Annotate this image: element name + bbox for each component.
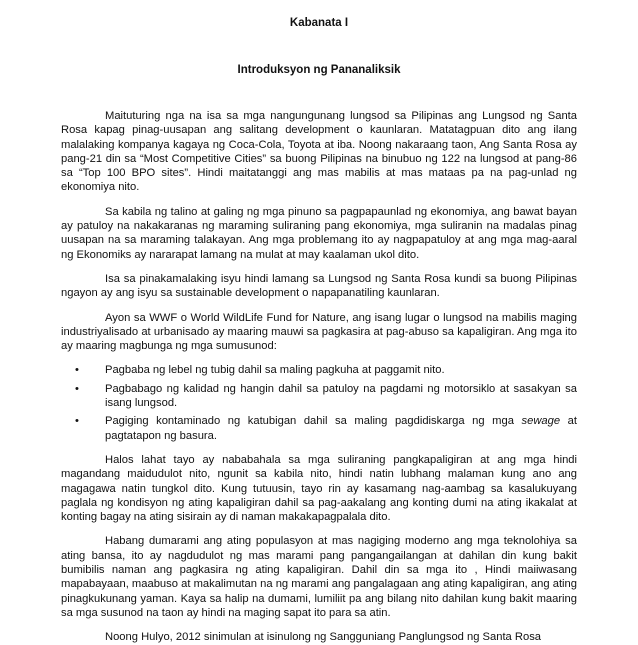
bullet-icon: • xyxy=(75,364,79,377)
paragraph: Ayon sa WWF o World WildLife Fund for Nature, ang isang lugar o lungsod na mabilis maging industriyalisado at urbanisado ay maaring mauwi sa pagkasira at pag-abuso sa kapaligiran. Ang mga ito ay maaring magbunga ng mga sumusunod: xyxy=(61,311,577,353)
list-item-text: Pagbaba ng lebel ng tubig dahil sa maling pagkuha at paggamit nito. xyxy=(105,364,445,377)
list-item-text: Pagbabago ng kalidad ng hangin dahil sa patuloy na pagdami ng motorsiklo at sasakyan sa isang lungsod. xyxy=(105,382,577,410)
paragraph: Habang dumarami ang ating populasyon at mas nagiging moderno ang mga teknolohiya sa ating bansa, ito ay nagdudulot ng mas marami pang pangangailangan at dahilan din kung bakit bumibilis naman ang pagkasira ng ating kapaligiran. Dahil din sa mga ito , Hindi maiiwasang mapabayaan, maabuso at makalimutan na ng marami ang pangalagaan ang ating kapaligiran, ang ating pinagkukunang yaman. Kaya sa halip na dumami, lumiliit pa ang bilang nito dahilan kung bakit maaring sa mga susunod na taon ay hindi na maging sapat ito para sa atin. xyxy=(61,535,577,619)
paragraph: Maituturing nga na isa sa mga nangungunang lungsod sa Pilipinas ang Lungsod ng Santa Rosa kapag pinag-uusapan ang salitang development o kaunlaran. Matatagpuan dito ang ilang malalaking kompanya kagaya ng Coca-Cola, Toyota at iba. Noong nakaraang taon, Ang Santa Rosa ay pang-21 din sa “Most Competitive Cities” sa buong Pilipinas na binubuo ng 122 na lungsod at pang-86 sa “Top 100 BPO sites”. Hindi maitatanggi ang mas mabilis at mas mataas pa na pag-unlad ng ekonomiya nito. xyxy=(61,110,577,194)
list-item xyxy=(75,382,577,411)
paragraph: Halos lahat tayo ay nababahala sa mga suliraning pangkapaligiran at ang mga hindi magandang maidudulot nito, ngunit sa kabila nito, hindi natin lubhang malaman kung ano ang magagawa natin tungkol dito. Kung tutuusin, tayo rin ay kasamang nag-aambag sa kasalukuyang paglala ng kondisyon ng ating kapaligiran dahil sa pag-aakalang ang konting dumi na ating ikakalat at konting bagay na ating sisirain ay di naman makakapagpalala dito. xyxy=(61,453,577,524)
paragraph: Noong Hulyo, 2012 sinimulan at isinulong ng Sangguniang Panglungsod ng Santa Rosa xyxy=(105,631,542,644)
bullet-icon: • xyxy=(75,415,79,428)
paragraph: Isa sa pinakamalaking isyu hindi lamang sa Lungsod ng Santa Rosa kundi sa buong Pilipinas ngayon ay ang isyu sa sustainable development o napapanatiling kaunlaran. xyxy=(61,272,577,300)
chapter-heading: Kabanata I xyxy=(289,17,349,29)
bullet-list xyxy=(61,363,577,442)
paragraph: Sa kabila ng talino at galing ng mga pinuno sa pagpapaunlad ng ekonomiya, ang bawat bayan ay patuloy na nakakaranas ng maraming suliraning pang ekonomiya, mga suliranin na madalas pinag uusapan na sa maraming talakayan. Ang mga problemang ito ay nagpapatuloy at ang mga mag-aaral ng Ekonomiks ay nararapat lamang na mulat at may kaalaman ukol dito. xyxy=(61,205,577,261)
list-item-italic-term: sewage xyxy=(521,415,561,428)
list-item xyxy=(75,363,577,377)
bullet-icon: • xyxy=(75,382,79,395)
list-item-text-before: Pagiging kontaminado ng katubigan dahil sa maling pagdidiskarga ng mga xyxy=(105,415,522,428)
list-item-text-after: at pagtatapon ng basura. xyxy=(105,415,577,442)
list-item xyxy=(75,414,577,443)
section-title: Introduksyon ng Pananaliksik xyxy=(237,64,401,76)
